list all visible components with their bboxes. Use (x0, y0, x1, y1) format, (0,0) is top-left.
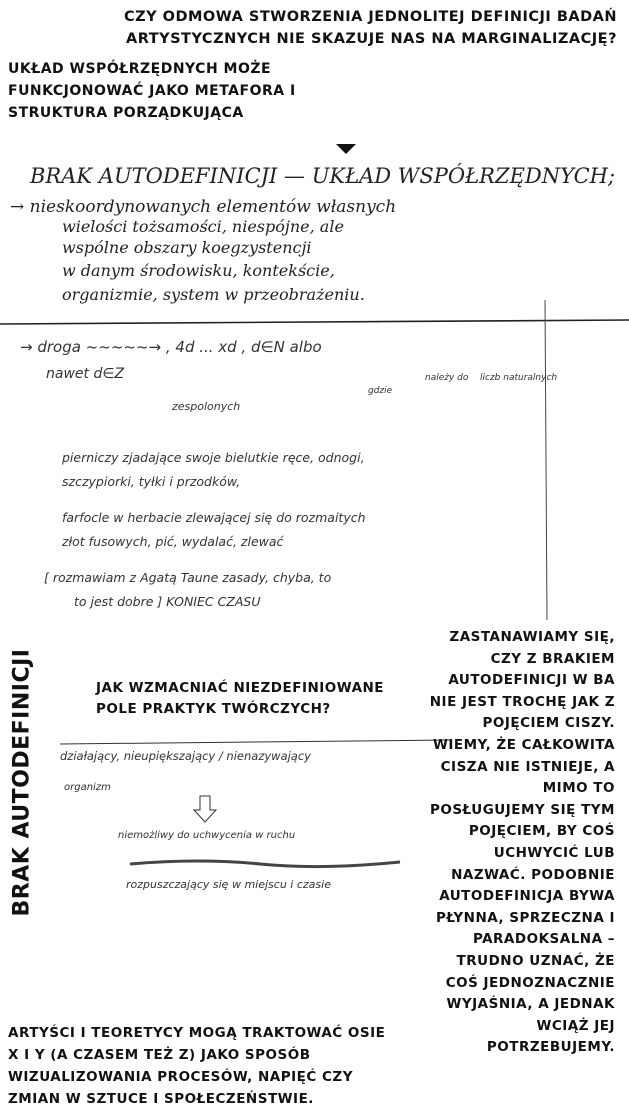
hand-line-5: w danym środowisku, kontekście, (62, 261, 335, 280)
hand-line-2: → nieskoordynowanych elementów własnych (10, 197, 397, 217)
vertical-title-text: BRAK AUTODEFINICJI (9, 648, 35, 917)
hand-line-1: BRAK AUTODEFINICJI — UKŁAD WSPÓŁRZĘDNYCH; (30, 164, 616, 188)
hand-line-14: to jest dobre ] KONIEC CZASU (74, 594, 261, 609)
hand-line-9: pierniczy zjadające swoje bielutkie ręce, odnogi, (62, 450, 365, 465)
hand-line-12: złot fusowych, pić, wydalać, zlewać (62, 534, 284, 549)
note-zespolonych: zespolonych (172, 400, 241, 413)
hand-line-8: nawet d∈Z (46, 366, 125, 382)
lower-line-2: organizm (64, 782, 111, 793)
note-nalezy: należy do (425, 373, 469, 383)
hand-line-7: → droga ~~~~~→ , 4d ... xd , d∈N albo (20, 338, 322, 356)
vertical-line (545, 300, 547, 620)
axis-line (0, 320, 629, 324)
page-title: CZY ODMOWA STWORZENIA JEDNOLITEJ DEFINICJI BADAŃ ARTYSTYCZNYCH NIE SKAZUJE NAS NA MARGINALIZACJĘ? (123, 9, 617, 47)
scribble-mark (130, 861, 400, 867)
vertical-title (2, 630, 42, 940)
lower-line-4: rozpuszczający się w miejscu i czasie (126, 878, 331, 891)
hand-line-13: [ rozmawiam z Agatą Taune zasady, chyba, to (44, 570, 332, 585)
note-liczb: liczb naturalnych (480, 373, 558, 383)
subtitle: UKŁAD WSPÓŁRZĘDNYCH MOŻE FUNKCJONOWAĆ JAKO METAFORA I STRUKTURA PORZĄDKUJĄCA (8, 61, 296, 121)
down-arrow-icon (194, 796, 216, 822)
lower-line (60, 740, 450, 744)
ink-mark-icon (336, 144, 356, 154)
question-heading: JAK WZMACNIAĆ NIEZDEFINIOWANE POLE PRAKTYK TWÓRCZYCH? (96, 680, 385, 717)
hand-line-6: organizmie, system w przeobrażeniu. (62, 285, 365, 304)
note-gdzie: gdzie (368, 386, 393, 396)
hand-line-4: wspólne obszary koegzystencji (62, 238, 312, 257)
hand-line-10: szczypiorki, tyłki i przodków, (62, 474, 241, 489)
side-paragraph: ZASTANAWIAMY SIĘ, CZY Z BRAKIEM AUTODEFINICJI W BA NIE JEST TROCHĘ JAK Z POJĘCIEM CISZY. WIEMY, ŻE CAŁKOWITA CISZA NIE ISTNIEJE, A MIMO TO POSŁUGUJEMY SIĘ TYM POJĘCIEM, BY COŚ UCHWYCIĆ LUB NAZWAĆ. PODOBNIE AUTODEFINICJA BYWA PŁYNNA, SPRZECZNA I PARADOKSALNA – TRUDNO UZNAĆ, ŻE COŚ JEDNOZNACZNIE WYJAŚNIA, A JEDNAK WCIĄŻ JEJ POTRZEBUJEMY. (429, 629, 615, 1056)
bottom-paragraph: ARTYŚCI I TEORETYCY MOGĄ TRAKTOWAĆ OSIE X I Y (A CZASEM TEŻ Z) JAKO SPOSÓB WIZUALIZOWANIA PROCESÓW, NAPIĘĆ CZY ZMIAN W SZTUCE I SPOŁECZEŃSTWIE. (8, 1025, 386, 1107)
hand-line-3: wielości tożsamości, niespójne, ale (62, 217, 344, 236)
lower-line-1: działający, nieupiększający / nienazywający (60, 749, 311, 763)
hand-line-11: farfocle w herbacie zlewającej się do rozmaitych (62, 510, 366, 525)
lower-line-3: niemożliwy do uchwycenia w ruchu (118, 830, 296, 841)
